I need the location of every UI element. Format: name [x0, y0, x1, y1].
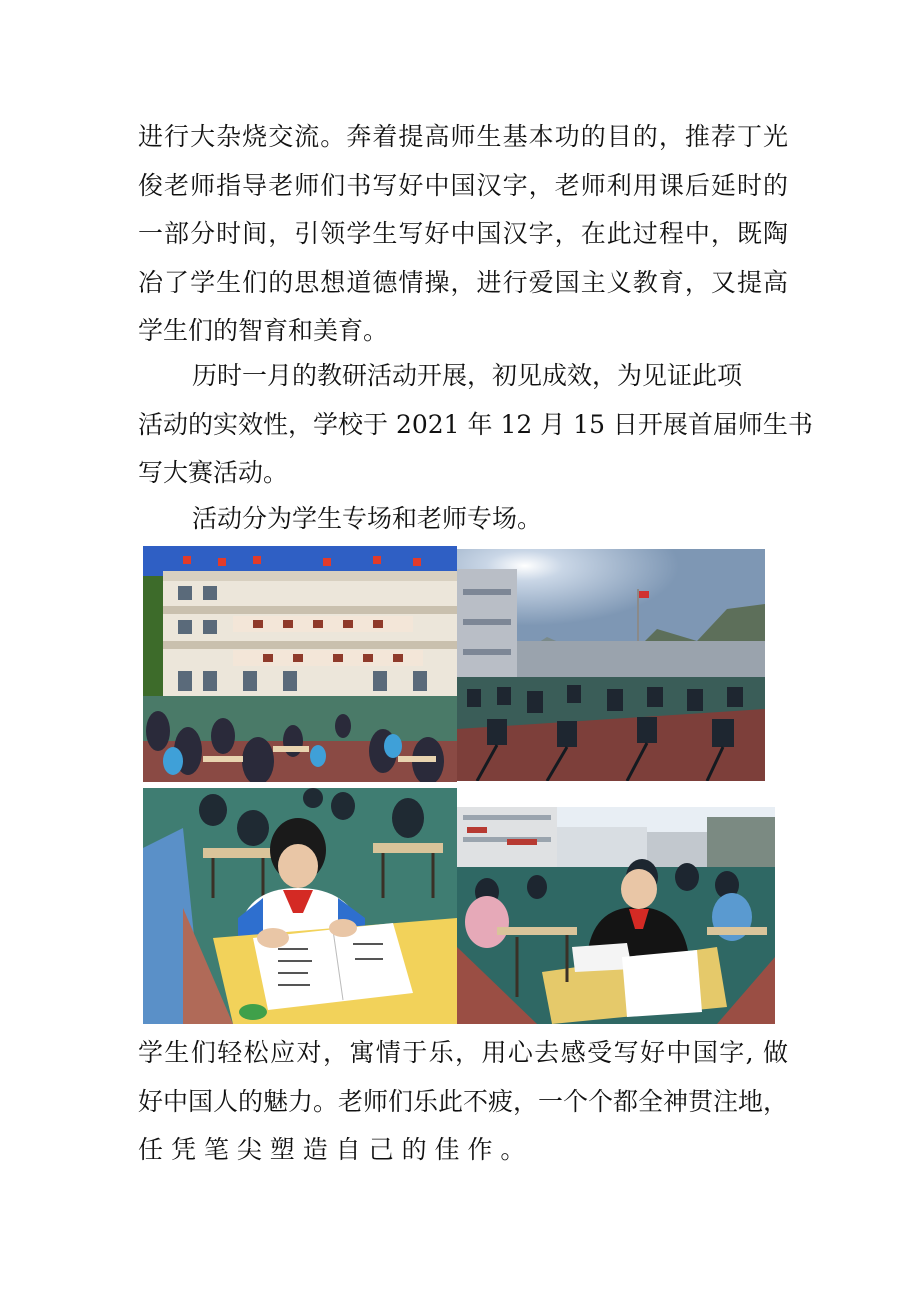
paragraph-4 [138, 1029, 788, 1175]
girl-writing-closeup-photo [143, 788, 457, 1024]
text-line: 好中国人的魅力。老师们乐此不疲，一个个都全神贯注地， [138, 1086, 789, 1116]
paragraph-3 [138, 495, 788, 544]
text-line: 活动分为学生专场和老师专场。 [192, 504, 543, 533]
text-line: 写大赛活动。 [138, 458, 289, 487]
paragraph-2 [138, 352, 813, 498]
text-line: 任 凭 笔 尖 塑 造 自 己 的 佳 作 。 [138, 1135, 526, 1164]
paragraph-1 [138, 113, 788, 356]
text-line: 活动的实效性，学校于 2021 年 12 月 15 日开展首届师生书 [138, 409, 813, 439]
text-line: 一部分时间，引领学生写好中国汉字，在此过程中，既陶 [138, 219, 788, 248]
text-line: 俊老师指导老师们书写好中国汉字，老师利用课后延时的 [138, 170, 788, 200]
school-building-assembly-photo [143, 546, 457, 782]
students-writing-outdoors-photo [457, 807, 775, 1024]
text-line: 冶了学生们的思想道德情操，进行爱国主义教育，又提高 [138, 267, 788, 297]
text-line: 进行大杂烧交流。奔着提高师生基本功的目的，推荐丁光 [138, 122, 788, 151]
text-line: 学生们的智育和美育。 [138, 316, 389, 345]
text-line: 历时一月的教研活动开展，初见成效，为见证此项 [192, 361, 743, 390]
sunlit-playground-writing-photo [457, 549, 765, 781]
text-line: 学生们轻松应对，寓情于乐，用心去感受写好中国字, 做 [138, 1038, 788, 1067]
